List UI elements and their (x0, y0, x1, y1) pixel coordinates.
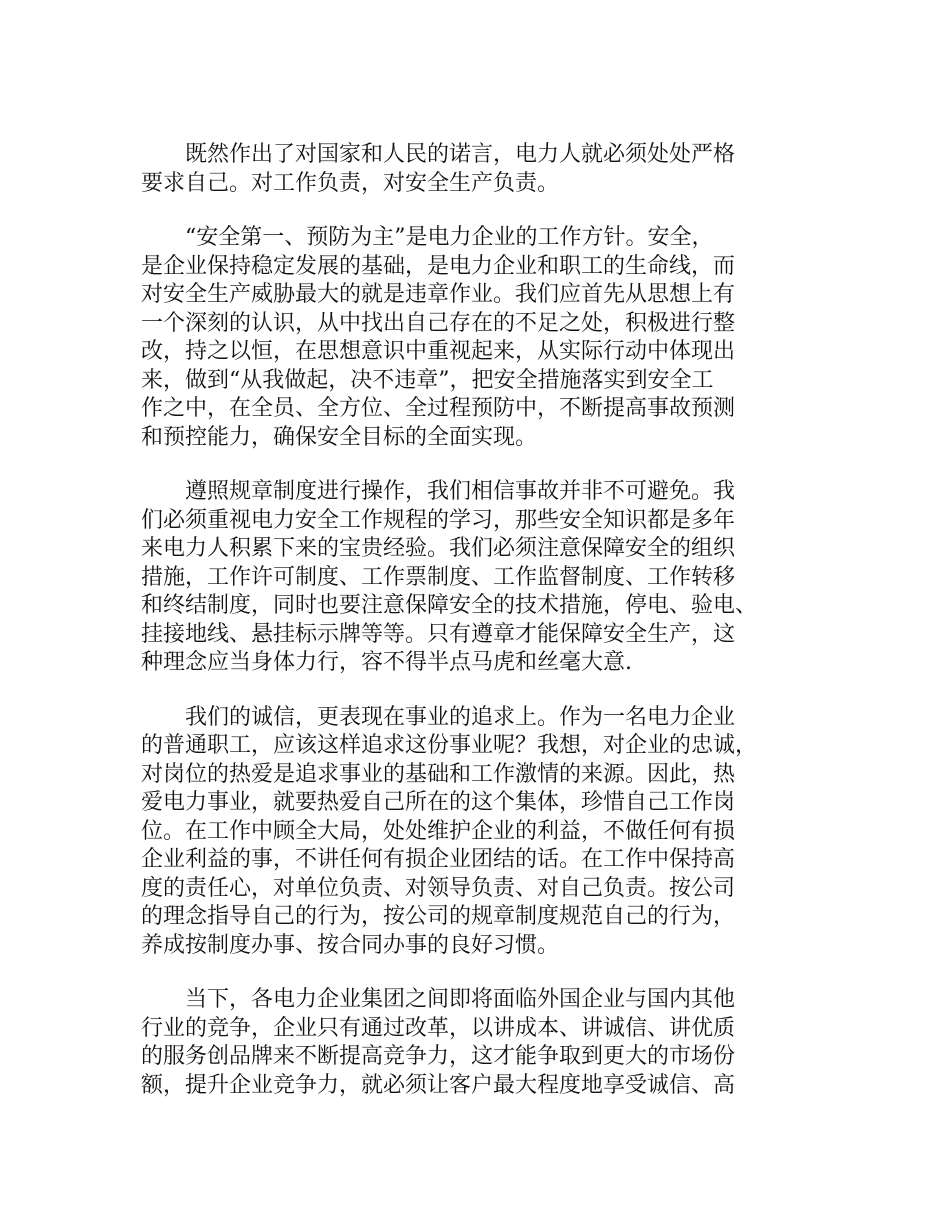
paragraph-safety-policy: “安全第一、预防为主”是电力企业的工作方针。安全， 是企业保持稳定发展的基础，是电力企业和职工的生命线，而 对安全生产威胁最大的就是违章作业。我们应首先从思想上有 一个深刻的认识，从中找出自己存在的不足之处，积极进行整 改，持之以恒，在思想意识中重视起来，从实际行动中体现出 来，做到“从我做起，决不违章”，把安全措施落实到安全工 作之中，在全员、全方位、全过程预防中，不断提高事故预测 和预控能力，确保安全目标的全面实现。 (141, 225, 736, 450)
paragraph-regulations: 遵照规章制度进行操作，我们相信事故并非不可避免。我 们必须重视电力安全工作规程的学习，那些安全知识都是多年 来电力人积累下来的宝贵经验。我们必须注意保障安全的组织 措施，工作许可制度、工作票制度、工作监督制度、工作转移 和终结制度，同时也要注意保障安全的技术措施，停电、验电、 挂接地线、悬挂标示牌等等。只有遵章才能保障安全生产，这 种理念应当身体力行，容不得半点马虎和丝毫大意. (141, 479, 758, 675)
paragraph-competition: 当下，各电力企业集团之间即将面临外国企业与国内其他 行业的竞争，企业只有通过改革，以讲成本、讲诚信、讲优质 的服务创品牌来不断提高竞争力，这才能争取到更大的市场份 额，提升企业竞争力，就必须让客户最大程度地享受诚信、高 (141, 987, 736, 1098)
paragraph-commitment: 既然作出了对国家和人民的诺言，电力人就必须处处严格 要求自己。对工作负责，对安全生产负责。 (141, 142, 736, 196)
paragraph-career-integrity: 我们的诚信，更表现在事业的追求上。作为一名电力企业 的普通职工，应该这样追求这份事业呢？我想，对企业的忠诚， 对岗位的热爱是追求事业的基础和工作激情的来源。因此，热 爱电力事业，就要热爱自己所在的这个集体，珍惜自己工作岗 位。在工作中顾全大局，处处维护企业的利益，不做任何有损 企业利益的事，不讲任何有损企业团结的话。在工作中保持高 度的责任心，对单位负责、对领导负责、对自己负责。按公司 的理念指导自己的行为，按公司的规章制度规范自己的行为， 养成按制度办事、按合同办事的良好习惯。 (141, 704, 758, 958)
document-body (141, 141, 831, 1126)
